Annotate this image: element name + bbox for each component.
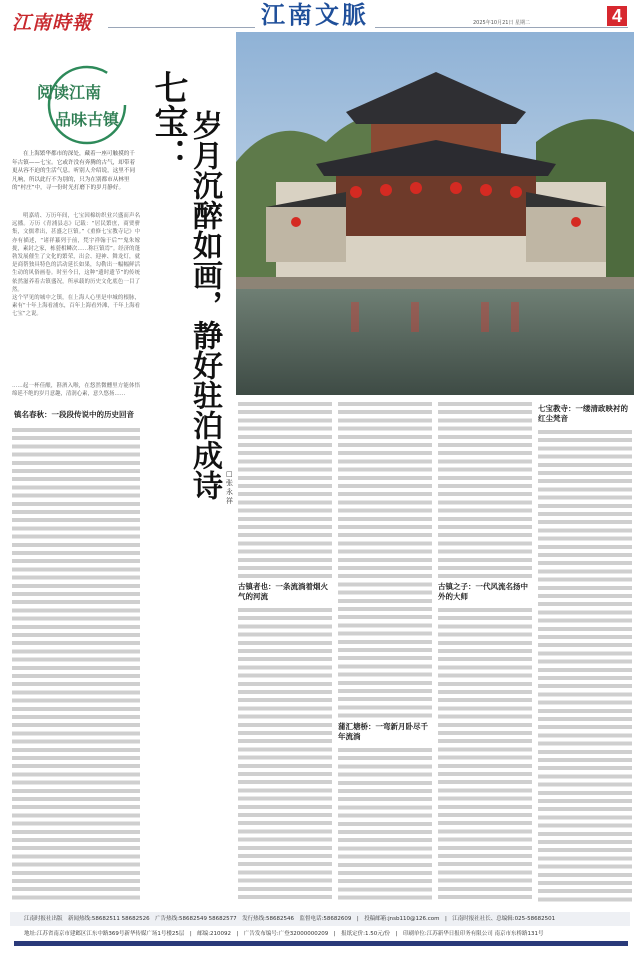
reading-jiangnan-emblem <box>35 62 135 148</box>
body-text-column <box>338 746 432 902</box>
section-heading: 蒲汇塘桥：一弯新月卧尽千年流淌 <box>338 722 428 741</box>
qibao-pavilion-photo <box>236 32 634 395</box>
body-text-column <box>538 428 632 902</box>
article-title-main: 七宝： <box>148 70 188 172</box>
article-title-sub: 岁月沉醉如画，静好驻泊成诗 <box>187 110 222 500</box>
author-byline: □张永祥 <box>226 470 233 505</box>
body-text-column <box>438 606 532 902</box>
intro-ending: ……起一杯佳酿，斟酒入喉，在悠然微醺里方能体悟绵延不绝的岁月意趣，清润心素，意久悠扬…… <box>12 383 140 398</box>
paragraph-text: 明嘉靖、万历年间，七宝因棉纺织业兴盛而声名远播。万历《青浦县志》记载：“居民繁庶，商贾骈集，文儒辈出，甚盛之巨镇。”《重修七宝教寺记》中亦有描述，“诸祥纂列于前，梵宇祥翰于后”“鬼朱嫁拢，素封之家，栋甍相鳞次……称巨镇焉”。经济的蓬勃发展催生了文化的繁荣，出会、迎神、舞龙灯，就是商帮独具特色的活动延长如果，勾勒出一幅幅鲜活生动的风俗画卷。时至今日，这种“遗时遗节”的传统依然滋养着古镇盛况，所承载的历史文化底色一目了然。 <box>12 213 140 293</box>
footer-band <box>14 941 628 946</box>
body-text-column <box>238 400 332 578</box>
date-line: 2025年10月21日 星期二 <box>470 19 533 26</box>
footer-contacts: 江南时报社出版 新闻热线:58682511 58682526 广告热线:58682549 58682577 发行热线:58682546 监督电话:58682609 | 投稿邮箱:jnsb110@126.com | 江南时报社社长、总编辑:025-58682501 <box>10 912 630 926</box>
body-text-column <box>338 400 432 718</box>
body-text-column <box>238 606 332 902</box>
section-heading: 古镇之子：一代风流名扬中外的大师 <box>438 582 528 601</box>
section-heading: 镇名春秋：一段段传说中的历史回音 <box>14 410 134 419</box>
article-paragraph <box>12 212 140 382</box>
body-text-column <box>12 426 140 902</box>
section-heading: 古镇者也：一条流淌着烟火气的河流 <box>238 582 328 601</box>
body-text-column <box>438 400 532 578</box>
paragraph-text: 这个罕见的城中之镇，在上海人心里是申城的根脉，素有“十年上海看浦东，百年上海看外滩，千年上海看七宝”之说。 <box>12 295 140 318</box>
section-heading: 七宝教寺：一缕清政映衬的红尘梵音 <box>538 404 628 423</box>
section-title: 江南文脈 <box>255 2 375 28</box>
emblem-ring <box>35 62 135 148</box>
newspaper-logo: 江南時報 <box>12 12 93 34</box>
emblem-line1: 阅读江南 <box>37 83 102 102</box>
footer-address: 地址:江苏省南京市建邺区江东中路369号新华传媒广场1号楼25层 | 邮编:210092 | 广告发布编号:广登32000000209 | 报纸定价:1.50元/份 | 印刷单位:江苏新华日报印务有限公司 南京市东桥路131号 <box>24 931 544 937</box>
article-intro: 在上海繁华都市的深处，藏着一座可触摸的千年古镇——七宝。它或许没有奔腾的古气，却带着更从容不迫的生活气息。听别人介绍说，这里不同凡响，所以此行不为别的，只为在别都市从林里的“村庄”中，寻一份时光打磨下的岁月静好。 <box>12 151 136 192</box>
emblem-line2: 品味古镇 <box>55 110 120 129</box>
page-number-badge: 4 <box>607 6 627 26</box>
